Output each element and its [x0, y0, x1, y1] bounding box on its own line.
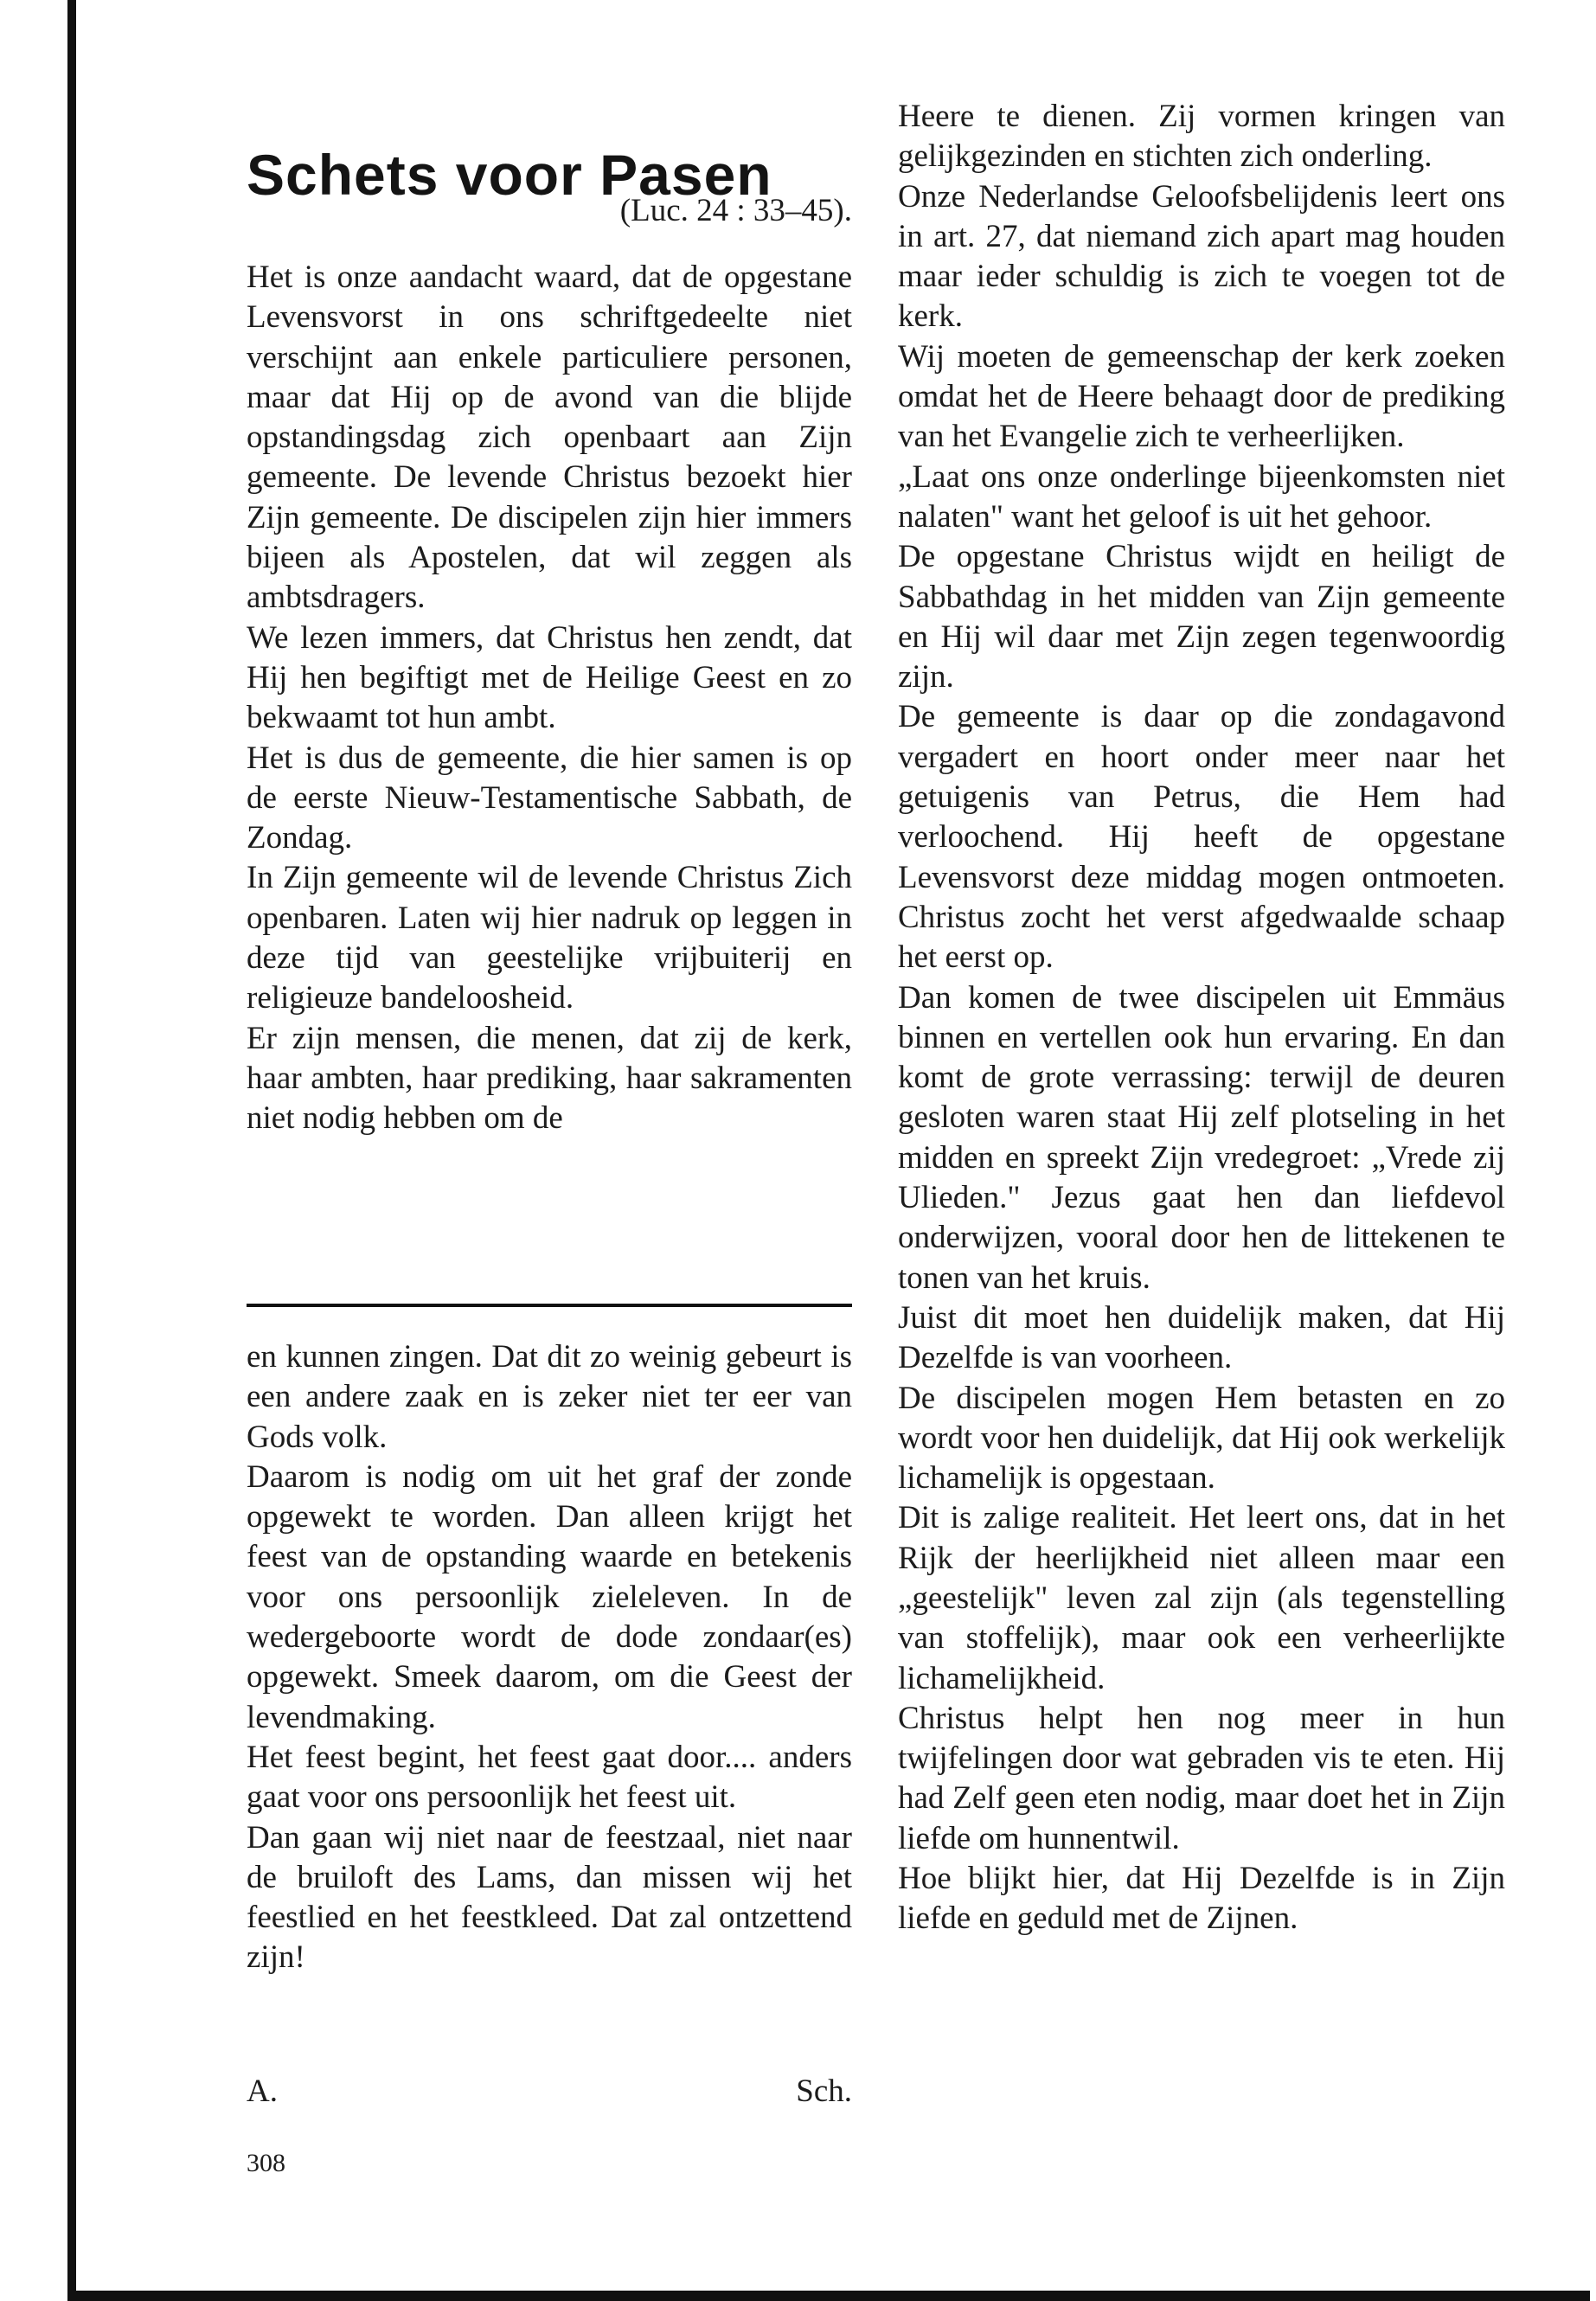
paragraph: Wij moeten de gemeenschap der kerk zoeken omdat het de Heere behaagt door de prediking van het Evangelie zich te verheerlijken. [898, 338, 1505, 455]
paragraph: Dan gaan wij niet naar de feestzaal, niet naar de bruiloft des Lams, dan missen wij het feestlied en het feestkleed. Dat zal ontzettend zijn! [247, 1819, 852, 1976]
paragraph: Dan komen de twee discipelen uit Emmäus binnen en vertellen ook hun ervaring. En dan komt de grote verrassing: terwijl de deuren gesloten waren staat Hij zelf plotseling in het midden en spreekt Zijn vredegroet: „Vrede zij Ulieden." Jezus gaat hen dan liefdevol onderwijzen, vooral door hen de littekenen te tonen van het kruis. [898, 979, 1505, 1296]
paragraph: Het is onze aandacht waard, dat de opgestane Levensvorst in ons schriftgedeelte niet verschijnt aan enkele particuliere personen, maar dat Hij op de avond van die blijde opstandingsdag zich openbaart aan Zijn gemeente. De levende Christus bezoekt hier Zijn gemeente. De discipelen zijn hier immers bijeen als Apostelen, dat wil zeggen als ambtsdragers. [247, 260, 852, 616]
paragraph: De discipelen mogen Hem betasten en zo wordt voor hen duidelijk, dat Hij ook werkelijk lichamelijk is opgestaan. [898, 1380, 1505, 1497]
paragraph: Hoe blijkt hier, dat Hij Dezelfde is in Zijn liefde en geduld met de Zijnen. [898, 1861, 1505, 1937]
continuation-divider [247, 1304, 852, 1307]
paragraph: Daarom is nodig om uit het graf der zonde opgewekt te worden. Dan alleen krijgt het feest van de opstanding waarde en betekenis voor ons persoonlijk zieleleven. In de wedergeboorte wordt de dode zondaar(es) opgewekt. Smeek daarom, om die Geest der levendmaking. [247, 1458, 852, 1735]
paragraph: Dit is zalige realiteit. Het leert ons, dat in het Rijk der heerlijkheid niet alleen maar een „geestelijk" leven zal zijn (als tegenstelling van stoffelijk), maar ook een verheerlijkte lichamelijkheid. [898, 1500, 1505, 1696]
paragraph: Juist dit moet hen duidelijk maken, dat Hij Dezelfde is van voorheen. [898, 1299, 1505, 1376]
paragraph: In Zijn gemeente wil de levende Christus Zich openbaren. Laten wij hier nadruk op leggen in deze tijd van geestelijke vrijbuiterij en religieuze bandeloosheid. [247, 860, 852, 1016]
scan-border-bottom [67, 2291, 1590, 2301]
left-column-top-text [247, 258, 852, 1139]
paragraph: Heere te dienen. Zij vormen kringen van gelijkgezinden en stichten zich onderling. [898, 99, 1505, 175]
signature-initial: A. [247, 2073, 278, 2109]
paragraph: Onze Nederlandse Geloofsbelijdenis leert ons in art. 27, dat niemand zich apart mag houden maar ieder schuldig is zich te voegen tot de kerk. [898, 178, 1505, 335]
signature [247, 2073, 852, 2114]
scripture-reference: (Luc. 24 : 33–45). [619, 193, 852, 228]
paragraph: Er zijn mensen, die menen, dat zij de kerk, haar ambten, haar prediking, haar sakramenten niet nodig hebben om de [247, 1020, 852, 1137]
right-column-text [898, 97, 1505, 1939]
paragraph: We lezen immers, dat Christus hen zendt, dat Hij hen begiftigt met de Heilige Geest en zo bekwaamt tot hun ambt. [247, 619, 852, 736]
paragraph: en kunnen zingen. Dat dit zo weinig gebeurt is een andere zaak en is zeker niet ter eer van Gods volk. [247, 1339, 852, 1455]
scan-border-left [67, 0, 76, 2301]
article-title: Schets voor Pasen [247, 143, 772, 208]
paragraph: De opgestane Christus wijdt en heiligt de Sabbathdag in het midden van Zijn gemeente en Hij wil daar met Zijn zegen tegenwoordig zijn. [898, 539, 1505, 695]
signature-name: Sch. [796, 2073, 852, 2109]
paragraph: Het feest begint, het feest gaat door.... anders gaat voor ons persoonlijk het feest uit. [247, 1739, 852, 1816]
paragraph: Christus helpt hen nog meer in hun twijfelingen door wat gebraden vis te eten. Hij had Zelf geen eten nodig, maar doet het in Zijn liefde om hunnentwil. [898, 1700, 1505, 1856]
paragraph: Het is dus de gemeente, die hier samen is op de eerste Nieuw-Testamentische Sabbath, de Zondag. [247, 740, 852, 856]
left-column-bottom-text [247, 1337, 852, 1978]
page-number: 308 [247, 2149, 285, 2177]
paragraph: „Laat ons onze onderlinge bijeenkomsten niet nalaten" want het geloof is uit het gehoor. [898, 458, 1505, 535]
paragraph: De gemeente is daar op die zondagavond vergadert en hoort onder meer naar het getuigenis van Petrus, die Hem had verloochend. Hij heeft de opgestane Levensvorst deze middag mogen ontmoeten. Christus zocht het verst afgedwaalde schaap het eerst op. [898, 699, 1505, 976]
